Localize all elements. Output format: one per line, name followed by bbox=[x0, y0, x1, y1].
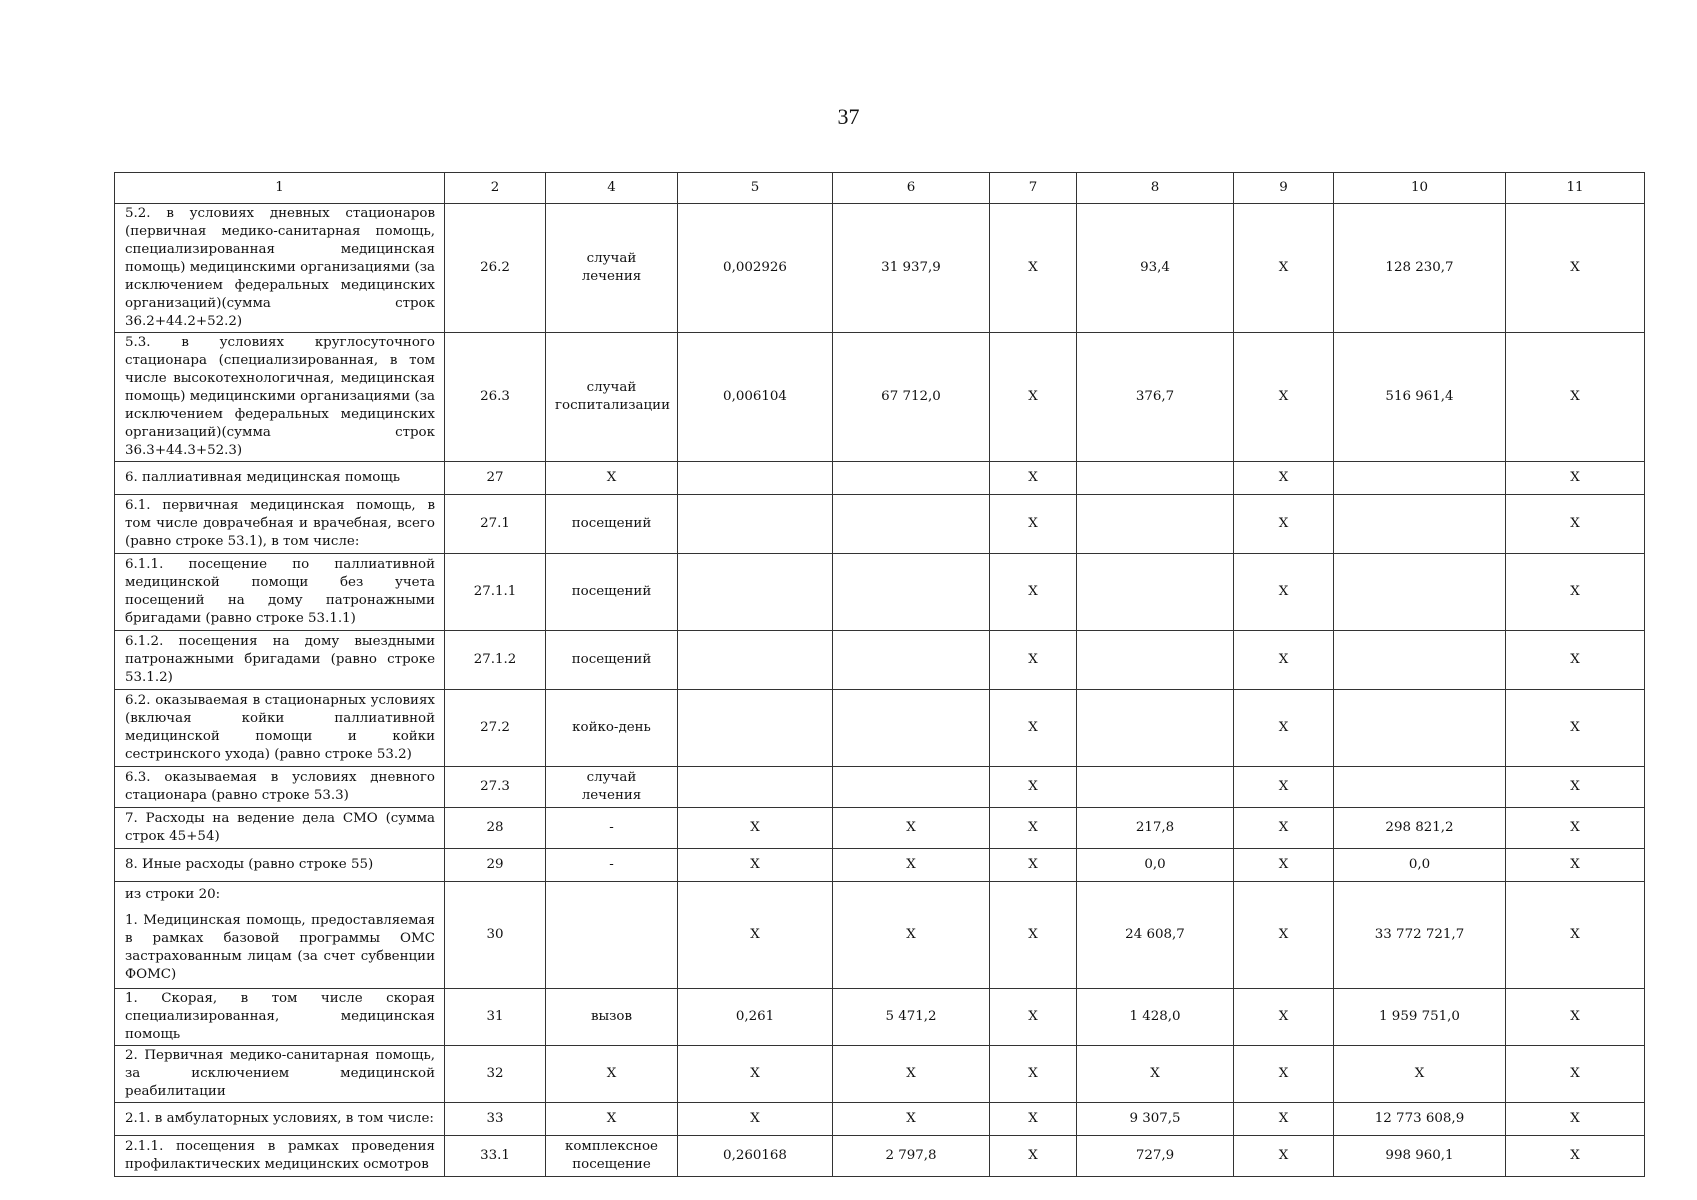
table-cell bbox=[833, 767, 990, 808]
table-cell: Х bbox=[678, 882, 833, 989]
table-row bbox=[115, 1046, 1645, 1103]
row-name-cell: 6. паллиативная медицинская помощь bbox=[115, 462, 445, 495]
table-cell bbox=[1334, 554, 1506, 631]
table-row bbox=[115, 808, 1645, 849]
header-cell: 1 bbox=[115, 173, 445, 204]
table-cell bbox=[833, 690, 990, 767]
row-name-cell: 5.2. в условиях дневных стационаров (первичная медико-санитарная помощь, специализированная медицинская помощь) медицинскими организациями (за исключением федеральных медицинских организаций)(сумма строк 36.2+44.2+52.2) bbox=[115, 204, 445, 333]
row-name-text: из строки 20: bbox=[125, 887, 221, 902]
row-name-cell: 1. Скорая, в том числе скорая специализированная, медицинская помощь bbox=[115, 989, 445, 1046]
table-row bbox=[115, 204, 1645, 333]
table-cell: Х bbox=[1506, 849, 1645, 882]
table-cell: 24 608,7 bbox=[1077, 882, 1234, 989]
table-cell: Х bbox=[1506, 690, 1645, 767]
table-cell: Х bbox=[833, 808, 990, 849]
table-cell: 0,0 bbox=[1334, 849, 1506, 882]
table-row bbox=[115, 333, 1645, 462]
table-cell: посещений bbox=[546, 554, 678, 631]
row-name-cell: 5.3. в условиях круглосуточного стационара (специализированная, в том числе высокотехнологичная, медицинская помощь) медицинскими организациями (за исключением федеральных медицинских организаций)(сумма строк 36.3+44.3+52.3) bbox=[115, 333, 445, 462]
table-row bbox=[115, 690, 1645, 767]
table-cell: 516 961,4 bbox=[1334, 333, 1506, 462]
table-cell: Х bbox=[1234, 462, 1334, 495]
table-row bbox=[115, 1103, 1645, 1136]
table-cell: Х bbox=[990, 767, 1077, 808]
table-cell: Х bbox=[1234, 808, 1334, 849]
table-cell: Х bbox=[1077, 1046, 1234, 1103]
table-cell: Х bbox=[678, 1046, 833, 1103]
table-row bbox=[115, 1136, 1645, 1177]
table-row bbox=[115, 495, 1645, 554]
table-row bbox=[115, 554, 1645, 631]
table-cell: 5 471,2 bbox=[833, 989, 990, 1046]
table-cell: Х bbox=[1234, 1136, 1334, 1177]
table-cell: 217,8 bbox=[1077, 808, 1234, 849]
table-cell: Х bbox=[1234, 882, 1334, 989]
table-cell: 27.1.1 bbox=[445, 554, 546, 631]
table-cell: вызов bbox=[546, 989, 678, 1046]
table-cell bbox=[1077, 690, 1234, 767]
table-cell: Х bbox=[1506, 1046, 1645, 1103]
table-cell: Х bbox=[1506, 495, 1645, 554]
table-cell: Х bbox=[678, 849, 833, 882]
table-cell: Х bbox=[833, 882, 990, 989]
table-cell: Х bbox=[990, 989, 1077, 1046]
page-number: 37 bbox=[837, 104, 860, 129]
table-cell: случай госпитализации bbox=[546, 333, 678, 462]
table-cell: 0,002926 bbox=[678, 204, 833, 333]
table-cell: 27 bbox=[445, 462, 546, 495]
row-name-cell: 2.1.1. посещения в рамках проведения профилактических медицинских осмотров bbox=[115, 1136, 445, 1177]
table-row bbox=[115, 989, 1645, 1046]
table-cell bbox=[678, 462, 833, 495]
table-cell: 9 307,5 bbox=[1077, 1103, 1234, 1136]
table-cell bbox=[833, 631, 990, 690]
table-cell: Х bbox=[1506, 767, 1645, 808]
table-cell: 1 959 751,0 bbox=[1334, 989, 1506, 1046]
header-cell: 8 bbox=[1077, 173, 1234, 204]
row-name-cell: 6.2. оказываемая в стационарных условиях (включая койки паллиативной медицинской помощи и койки сестринского ухода) (равно строке 53.2) bbox=[115, 690, 445, 767]
table-row bbox=[115, 767, 1645, 808]
table-cell: Х bbox=[678, 808, 833, 849]
header-cell: 4 bbox=[546, 173, 678, 204]
table-cell: Х bbox=[1234, 204, 1334, 333]
table-cell: 27.1 bbox=[445, 495, 546, 554]
table-cell: 29 bbox=[445, 849, 546, 882]
table-cell: 298 821,2 bbox=[1334, 808, 1506, 849]
header-cell: 11 bbox=[1506, 173, 1645, 204]
table-cell bbox=[1077, 495, 1234, 554]
table-row bbox=[115, 849, 1645, 882]
header-cell: 9 bbox=[1234, 173, 1334, 204]
table-cell bbox=[678, 767, 833, 808]
table-cell: Х bbox=[1234, 1046, 1334, 1103]
table-cell bbox=[546, 882, 678, 989]
table-cell: Х bbox=[833, 1046, 990, 1103]
table-cell: Х bbox=[1506, 1103, 1645, 1136]
table-cell: Х bbox=[990, 631, 1077, 690]
table-cell: 33.1 bbox=[445, 1136, 546, 1177]
table-cell: 727,9 bbox=[1077, 1136, 1234, 1177]
table-cell: Х bbox=[990, 882, 1077, 989]
table-cell: 93,4 bbox=[1077, 204, 1234, 333]
table-cell bbox=[833, 495, 990, 554]
header-cell: 10 bbox=[1334, 173, 1506, 204]
table-cell: 1 428,0 bbox=[1077, 989, 1234, 1046]
data-table bbox=[114, 172, 1645, 1177]
row-name-cell: 2.1. в амбулаторных условиях, в том числе: bbox=[115, 1103, 445, 1136]
table-cell: 32 bbox=[445, 1046, 546, 1103]
table-cell: Х bbox=[1234, 554, 1334, 631]
table-cell: Х bbox=[1334, 1046, 1506, 1103]
table-cell: Х bbox=[990, 690, 1077, 767]
table-cell: - bbox=[546, 808, 678, 849]
table-cell bbox=[678, 690, 833, 767]
table-cell: 26.2 bbox=[445, 204, 546, 333]
table-cell: Х bbox=[990, 462, 1077, 495]
table-cell: 33 772 721,7 bbox=[1334, 882, 1506, 989]
row-name-subtext: 1. Медицинская помощь, предоставляемая в рамках базовой программы ОМС застрахованным лицам (за счет субвенции ФОМС) bbox=[125, 913, 435, 982]
table-cell: Х bbox=[990, 808, 1077, 849]
row-name-cell: 2. Первичная медико-санитарная помощь, за исключением медицинской реабилитации bbox=[115, 1046, 445, 1103]
row-name-cell: 7. Расходы на ведение дела СМО (сумма строк 45+54) bbox=[115, 808, 445, 849]
table-cell: посещений bbox=[546, 495, 678, 554]
table-cell bbox=[1334, 631, 1506, 690]
table-cell: Х bbox=[1506, 554, 1645, 631]
header-row bbox=[115, 173, 1645, 204]
table-cell bbox=[1077, 631, 1234, 690]
table-cell bbox=[1077, 462, 1234, 495]
table-cell: Х bbox=[1506, 1136, 1645, 1177]
table-cell: Х bbox=[1506, 882, 1645, 989]
table-cell: 33 bbox=[445, 1103, 546, 1136]
table-cell: Х bbox=[990, 554, 1077, 631]
table-cell: 26.3 bbox=[445, 333, 546, 462]
table-cell: Х bbox=[990, 495, 1077, 554]
table-cell: Х bbox=[1506, 808, 1645, 849]
table-cell: Х bbox=[546, 462, 678, 495]
table-cell: Х bbox=[990, 333, 1077, 462]
table-cell: 27.2 bbox=[445, 690, 546, 767]
table-cell bbox=[1334, 495, 1506, 554]
table-cell: 31 937,9 bbox=[833, 204, 990, 333]
table-cell: 0,260168 bbox=[678, 1136, 833, 1177]
table-row bbox=[115, 882, 1645, 989]
table-cell bbox=[1334, 767, 1506, 808]
table-cell: Х bbox=[990, 849, 1077, 882]
table-cell: комплексное посещение bbox=[546, 1136, 678, 1177]
table-cell: - bbox=[546, 849, 678, 882]
table-cell bbox=[833, 462, 990, 495]
table-cell bbox=[1077, 767, 1234, 808]
table-cell: посещений bbox=[546, 631, 678, 690]
table-cell: 30 bbox=[445, 882, 546, 989]
table-cell: 128 230,7 bbox=[1334, 204, 1506, 333]
table-cell: Х bbox=[990, 1103, 1077, 1136]
header-cell: 2 bbox=[445, 173, 546, 204]
header-cell: 6 bbox=[833, 173, 990, 204]
row-name-cell: 6.1. первичная медицинская помощь, в том числе доврачебная и врачебная, всего (равно строке 53.1), в том числе: bbox=[115, 495, 445, 554]
table-cell: Х bbox=[546, 1046, 678, 1103]
table-cell: Х bbox=[1234, 767, 1334, 808]
table-cell: 31 bbox=[445, 989, 546, 1046]
table-cell: Х bbox=[1506, 631, 1645, 690]
table-cell: 0,006104 bbox=[678, 333, 833, 462]
table-cell: Х bbox=[1234, 631, 1334, 690]
table-cell: 376,7 bbox=[1077, 333, 1234, 462]
table-cell: Х bbox=[990, 1136, 1077, 1177]
table-cell bbox=[1077, 554, 1234, 631]
table-cell: Х bbox=[1506, 989, 1645, 1046]
table-cell: Х bbox=[1234, 333, 1334, 462]
table-cell: 27.1.2 bbox=[445, 631, 546, 690]
table-cell: Х bbox=[1234, 849, 1334, 882]
table-cell: Х bbox=[1506, 333, 1645, 462]
table-cell: Х bbox=[1506, 204, 1645, 333]
table-cell: случай лечения bbox=[546, 204, 678, 333]
table-cell bbox=[1334, 462, 1506, 495]
table-cell: Х bbox=[833, 1103, 990, 1136]
table-cell: Х bbox=[1234, 690, 1334, 767]
table-cell: Х bbox=[990, 1046, 1077, 1103]
table-row bbox=[115, 462, 1645, 495]
table-cell bbox=[1334, 690, 1506, 767]
table-cell bbox=[678, 631, 833, 690]
table-cell: Х bbox=[833, 849, 990, 882]
table-row bbox=[115, 631, 1645, 690]
table-cell: Х bbox=[546, 1103, 678, 1136]
table-cell: 67 712,0 bbox=[833, 333, 990, 462]
row-name-cell: 6.3. оказываемая в условиях дневного стационара (равно строке 53.3) bbox=[115, 767, 445, 808]
table-cell: Х bbox=[1234, 989, 1334, 1046]
table-cell: 0,0 bbox=[1077, 849, 1234, 882]
table-cell: койко-день bbox=[546, 690, 678, 767]
table-cell: 12 773 608,9 bbox=[1334, 1103, 1506, 1136]
table-cell: 28 bbox=[445, 808, 546, 849]
row-name-cell bbox=[115, 882, 445, 989]
row-name-cell: 6.1.2. посещения на дому выездными патронажными бригадами (равно строке 53.1.2) bbox=[115, 631, 445, 690]
table-cell bbox=[678, 554, 833, 631]
table-cell: 2 797,8 bbox=[833, 1136, 990, 1177]
table-cell: 27.3 bbox=[445, 767, 546, 808]
header-cell: 7 bbox=[990, 173, 1077, 204]
table-cell: Х bbox=[990, 204, 1077, 333]
table-cell: 998 960,1 bbox=[1334, 1136, 1506, 1177]
header-cell: 5 bbox=[678, 173, 833, 204]
table-cell: случай лечения bbox=[546, 767, 678, 808]
table-cell: Х bbox=[678, 1103, 833, 1136]
table-cell: 0,261 bbox=[678, 989, 833, 1046]
row-name-cell: 8. Иные расходы (равно строке 55) bbox=[115, 849, 445, 882]
table-cell: Х bbox=[1506, 462, 1645, 495]
row-name-cell: 6.1.1. посещение по паллиативной медицинской помощи без учета посещений на дому патронажными бригадами (равно строке 53.1.1) bbox=[115, 554, 445, 631]
table-cell: Х bbox=[1234, 495, 1334, 554]
table-cell: Х bbox=[1234, 1103, 1334, 1136]
table-cell bbox=[678, 495, 833, 554]
table-cell bbox=[833, 554, 990, 631]
